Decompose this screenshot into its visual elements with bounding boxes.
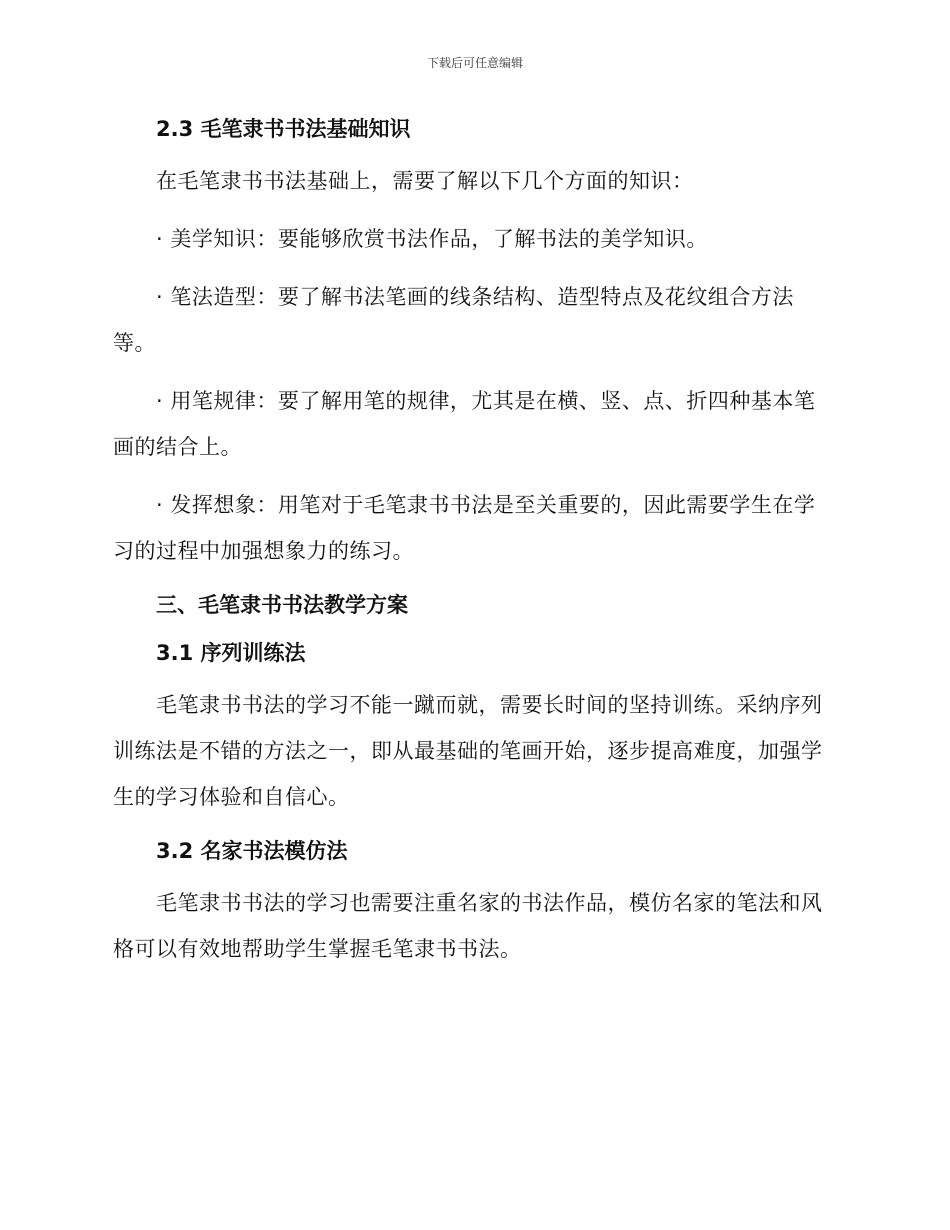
bullet-imagination: · 发挥想象：用笔对于毛笔隶书书法是至关重要的，因此需要学生在学习的过程中加强想象力的练习。 <box>113 493 816 563</box>
paragraph-3-2: 毛笔隶书书法的学习也需要注重名家的书法作品，模仿名家的笔法和风格可以有效地帮助学生掌握毛笔隶书书法。 <box>113 891 823 961</box>
section-heading-2-3: 2.3 毛笔隶书书法基础知识 <box>156 117 411 141</box>
bullet-aesthetics: · 美学知识：要能够欣赏书法作品，了解书法的美学知识。 <box>156 227 708 251</box>
document-body <box>113 110 835 972</box>
header-note: 下载后可任意编辑 <box>426 56 523 70</box>
section-heading-3-1: 3.1 序列训练法 <box>156 641 306 665</box>
section-heading-3: 三、毛笔隶书书法教学方案 <box>156 593 408 617</box>
section-heading-3-2: 3.2 名家书法模仿法 <box>156 839 348 863</box>
bullet-brush-rules: · 用笔规律：要了解用笔的规律，尤其是在横、竖、点、折四种基本笔画的结合上。 <box>113 389 816 459</box>
bullet-brushwork: · 笔法造型：要了解书法笔画的线条结构、造型特点及花纹组合方法等。 <box>113 285 794 355</box>
paragraph-intro: 在毛笔隶书书法基础上，需要了解以下几个方面的知识： <box>156 169 694 193</box>
paragraph-3-1: 毛笔隶书书法的学习不能一蹴而就，需要长时间的坚持训练。采纳序列训练法是不错的方法之一，即从最基础的笔画开始，逐步提高难度，加强学生的学习体验和自信心。 <box>113 693 823 809</box>
